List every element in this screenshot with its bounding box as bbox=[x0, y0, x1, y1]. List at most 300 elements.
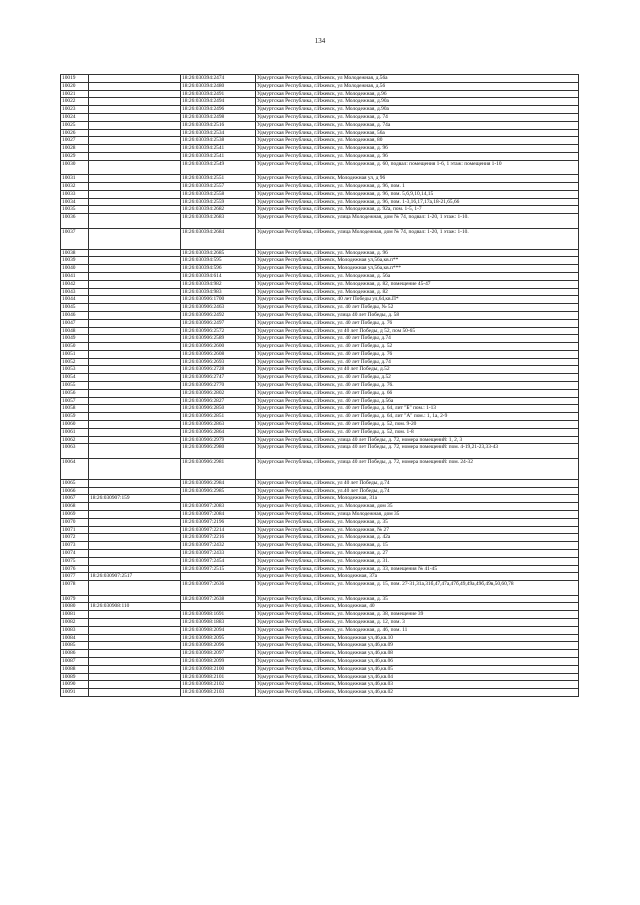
row-number-cell: 10030 bbox=[61, 160, 89, 174]
cadastral-number-a-cell bbox=[89, 657, 181, 665]
cadastral-number-a-cell bbox=[89, 304, 181, 312]
address-cell: Удмуртская Республика, г.Ижевск, ул. 40 лет Победы, д. 52, пом. 1-8 bbox=[256, 428, 579, 436]
row-number-cell: 10088 bbox=[61, 665, 89, 673]
cadastral-number-b-cell: 18:26:030394:614 bbox=[181, 272, 256, 280]
row-number-cell: 10045 bbox=[61, 304, 89, 312]
address-cell: Удмуртская Республика, г.Ижевск, ул. Молодежная, д. 96, пом. 1 bbox=[256, 182, 579, 190]
table-row bbox=[61, 650, 579, 658]
table-row bbox=[61, 190, 579, 198]
cadastral-number-b-cell: 18:26:030908:1883 bbox=[181, 618, 256, 626]
cadastral-number-b-cell: 18:26:030906:2851 bbox=[181, 413, 256, 421]
cadastral-number-a-cell bbox=[89, 335, 181, 343]
table-row bbox=[61, 557, 579, 565]
cadastral-number-a-cell bbox=[89, 397, 181, 405]
cadastral-number-b-cell: 18:26:030394:2538 bbox=[181, 137, 256, 145]
cadastral-number-a-cell bbox=[89, 106, 181, 114]
table-row bbox=[61, 397, 579, 405]
address-cell: Удмуртская Республика, г.Ижевск, ул. Молодежная, д. 96 bbox=[256, 145, 579, 153]
row-number-cell: 10059 bbox=[61, 413, 89, 421]
row-number-cell: 10047 bbox=[61, 319, 89, 327]
address-cell: Удмуртская Республика, г.Ижевск, ул. 40 лет Победы, д.56а bbox=[256, 397, 579, 405]
cadastral-number-b-cell: 18:26:030906:2980 bbox=[181, 444, 256, 458]
cadastral-number-a-cell bbox=[89, 626, 181, 634]
cadastral-number-b-cell: 18:26:030906:2770 bbox=[181, 382, 256, 390]
row-number-cell: 10060 bbox=[61, 421, 89, 429]
cadastral-number-b-cell: 18:26:030394:595 bbox=[181, 257, 256, 265]
row-number-cell: 10053 bbox=[61, 366, 89, 374]
registry-body bbox=[61, 75, 579, 697]
row-number-cell: 10058 bbox=[61, 405, 89, 413]
table-row bbox=[61, 288, 579, 296]
table-row bbox=[61, 214, 579, 228]
cadastral-number-b-cell bbox=[181, 603, 256, 611]
row-number-cell: 10080 bbox=[61, 603, 89, 611]
address-cell: Удмуртская Республика, г.Ижевск, Молодежная ул,56а,кв.п** bbox=[256, 257, 579, 265]
table-row bbox=[61, 550, 579, 558]
cadastral-number-a-cell bbox=[89, 82, 181, 90]
address-cell: Удмуртская Республика, г.Ижевск, ул. Молодежная, д.90а bbox=[256, 106, 579, 114]
table-row bbox=[61, 113, 579, 121]
row-number-cell: 10069 bbox=[61, 511, 89, 519]
table-row bbox=[61, 565, 579, 573]
cadastral-number-a-cell bbox=[89, 137, 181, 145]
cadastral-number-b-cell: 18:26:030394:2474 bbox=[181, 75, 256, 83]
cadastral-number-b-cell: 18:26:030908:2094 bbox=[181, 626, 256, 634]
table-row bbox=[61, 152, 579, 160]
address-cell: Удмуртская Республика, г.Ижевск, ул Молодежная, д.56 bbox=[256, 82, 579, 90]
row-number-cell: 10054 bbox=[61, 374, 89, 382]
address-cell: Удмуртская Республика, г.Ижевск, улица 40 лет Победы, д. 72, номера помещений: пом. 24-32 bbox=[256, 458, 579, 479]
table-row bbox=[61, 458, 579, 479]
address-cell: Удмуртская Республика, г.Ижевск, ул. Молодежная, д. 46, пом. 11 bbox=[256, 626, 579, 634]
row-number-cell: 10027 bbox=[61, 137, 89, 145]
cadastral-number-b-cell: 18:26:030906:2864 bbox=[181, 428, 256, 436]
address-cell: Удмуртская Республика, г.Ижевск, Молодежная ул,46,кв.08 bbox=[256, 650, 579, 658]
address-cell: Удмуртская Республика, г.Ижевск, улица Молодежная, дом № 74, подвал: 1-20, 1 этаж: 1-10. bbox=[256, 228, 579, 249]
table-row bbox=[61, 106, 579, 114]
cadastral-number-b-cell bbox=[181, 495, 256, 503]
table-row bbox=[61, 296, 579, 304]
cadastral-number-b-cell: 18:26:030906:2728 bbox=[181, 366, 256, 374]
table-row bbox=[61, 350, 579, 358]
table-row bbox=[61, 382, 579, 390]
cadastral-number-b-cell: 18:26:030906:2492 bbox=[181, 311, 256, 319]
row-number-cell: 10074 bbox=[61, 550, 89, 558]
cadastral-number-b-cell: 18:26:030394:2685 bbox=[181, 249, 256, 257]
row-number-cell: 10056 bbox=[61, 389, 89, 397]
row-number-cell: 10035 bbox=[61, 206, 89, 214]
row-number-cell: 10066 bbox=[61, 487, 89, 495]
address-cell: Удмуртская Республика, г.Ижевск, Молодежная, 31а bbox=[256, 495, 579, 503]
cadastral-number-a-cell bbox=[89, 98, 181, 106]
cadastral-number-b-cell: 18:26:030906:2981 bbox=[181, 458, 256, 479]
cadastral-number-b-cell: 18:26:030908:2100 bbox=[181, 665, 256, 673]
cadastral-number-b-cell: 18:26:030906:2827 bbox=[181, 397, 256, 405]
address-cell: Удмуртская Республика, г.Ижевск, ул. 40 лет Победы, д. 64, лит "Б" пом.: 1-13 bbox=[256, 405, 579, 413]
cadastral-number-a-cell bbox=[89, 182, 181, 190]
cadastral-number-b-cell: 18:26:030906:2463 bbox=[181, 304, 256, 312]
cadastral-number-b-cell: 18:26:030907:2216 bbox=[181, 534, 256, 542]
row-number-cell: 10031 bbox=[61, 175, 89, 183]
address-cell: Удмуртская Республика, г.Ижевск, ул. Молодежная, д.90а bbox=[256, 98, 579, 106]
table-row bbox=[61, 642, 579, 650]
table-row bbox=[61, 626, 579, 634]
cadastral-number-a-cell bbox=[89, 611, 181, 619]
row-number-cell: 10026 bbox=[61, 129, 89, 137]
address-cell: Удмуртская Республика, г.Ижевск, ул. Молодежная, д. 82, помещение 45-47 bbox=[256, 280, 579, 288]
address-cell: Удмуртская Республика, г.Ижевск, ул. Молодежная, д. 96 bbox=[256, 152, 579, 160]
row-number-cell: 10081 bbox=[61, 611, 89, 619]
cadastral-number-b-cell: 18:26:030906:1700 bbox=[181, 296, 256, 304]
cadastral-number-b-cell: 18:26:030906:2863 bbox=[181, 421, 256, 429]
cadastral-number-b-cell: 18:26:030394:596 bbox=[181, 265, 256, 273]
row-number-cell: 10086 bbox=[61, 650, 89, 658]
cadastral-number-a-cell bbox=[89, 175, 181, 183]
address-cell: Удмуртская Республика, г.Ижевск, ул. Молодежная, д. 12, пом. 3 bbox=[256, 618, 579, 626]
row-number-cell: 10061 bbox=[61, 428, 89, 436]
row-number-cell: 10083 bbox=[61, 626, 89, 634]
table-row bbox=[61, 657, 579, 665]
address-cell: Удмуртская Республика, г.Ижевск, улица 40 лет Победы, д. 72, номера помещений: пом. 4-19,21-23,33-43 bbox=[256, 444, 579, 458]
table-row bbox=[61, 145, 579, 153]
address-cell: Удмуртская Республика, г.Ижевск, ул 40 лет Победы, д.52 bbox=[256, 366, 579, 374]
address-cell: Удмуртская Республика, г.Ижевск, ул. 40 лет Победы, д. 66 bbox=[256, 389, 579, 397]
address-cell: Удмуртская Республика, г.Ижевск, ул. Молодежная, д. 15, пом. 27-31,31а,31б,47,47а,47б,49,49а,49б,49в,50,60,78 bbox=[256, 581, 579, 595]
row-number-cell: 10078 bbox=[61, 581, 89, 595]
cadastral-number-b-cell: 18:26:030907:2515 bbox=[181, 565, 256, 573]
table-row bbox=[61, 421, 579, 429]
cadastral-number-b-cell: 18:26:030906:2747 bbox=[181, 374, 256, 382]
address-cell: Удмуртская Республика, г.Ижевск, улица 40 лет Победы, д. 72, номера помещений: 1, 2, 3 bbox=[256, 436, 579, 444]
cadastral-number-b-cell: 18:26:030394:2496 bbox=[181, 106, 256, 114]
table-row bbox=[61, 272, 579, 280]
cadastral-number-b-cell: 18:26:030394:2559 bbox=[181, 198, 256, 206]
address-cell: Удмуртская Республика, г.Ижевск, ул. Молодежная, д. 96, пом. 1-3,16,17,17а,18-21,65,66 bbox=[256, 198, 579, 206]
cadastral-number-b-cell: 18:26:030907:2433 bbox=[181, 550, 256, 558]
cadastral-number-a-cell bbox=[89, 503, 181, 511]
address-cell: Удмуртская Республика, г.Ижевск, ул. Молодежная, д. 74а bbox=[256, 121, 579, 129]
address-cell: Удмуртская Республика, г.Ижевск, Молодежная ул,46,кв.03 bbox=[256, 681, 579, 689]
row-number-cell: 10071 bbox=[61, 526, 89, 534]
cadastral-number-a-cell bbox=[89, 214, 181, 228]
cadastral-number-a-cell bbox=[89, 280, 181, 288]
cadastral-number-a-cell bbox=[89, 129, 181, 137]
table-row bbox=[61, 198, 579, 206]
row-number-cell: 10022 bbox=[61, 98, 89, 106]
cadastral-number-a-cell bbox=[89, 618, 181, 626]
cadastral-number-a-cell bbox=[89, 145, 181, 153]
address-cell: Удмуртская Республика, г.Ижевск, ул. 40 лет Победы, д. 76 bbox=[256, 319, 579, 327]
table-row bbox=[61, 160, 579, 174]
table-row bbox=[61, 634, 579, 642]
cadastral-number-a-cell bbox=[89, 75, 181, 83]
address-cell: Удмуртская Республика, г.Ижевск, ул. Молодежная, д. 15 bbox=[256, 542, 579, 550]
cadastral-number-b-cell: 18:26:030907:2083 bbox=[181, 503, 256, 511]
row-number-cell: 10062 bbox=[61, 436, 89, 444]
table-row bbox=[61, 534, 579, 542]
row-number-cell: 10029 bbox=[61, 152, 89, 160]
address-cell: Удмуртская Республика, г.Ижевск, ул. Молодежная, д. 42а bbox=[256, 534, 579, 542]
address-cell: Удмуртская Республика, г.Ижевск, ул. Молодежная, д.96 bbox=[256, 90, 579, 98]
cadastral-number-b-cell: 18:26:030908:1691 bbox=[181, 611, 256, 619]
table-row bbox=[61, 121, 579, 129]
cadastral-number-b-cell: 18:26:030394:2684 bbox=[181, 228, 256, 249]
cadastral-number-a-cell bbox=[89, 389, 181, 397]
cadastral-number-a-cell: 18:26:030907:2517 bbox=[89, 573, 181, 581]
cadastral-number-a-cell bbox=[89, 366, 181, 374]
cadastral-number-b-cell: 18:26:030394:2558 bbox=[181, 190, 256, 198]
cadastral-number-b-cell: 18:26:030906:2589 bbox=[181, 335, 256, 343]
cadastral-number-b-cell: 18:26:030394:983 bbox=[181, 288, 256, 296]
row-number-cell: 10033 bbox=[61, 190, 89, 198]
cadastral-number-a-cell bbox=[89, 350, 181, 358]
table-row bbox=[61, 182, 579, 190]
cadastral-number-b-cell: 18:26:030907:2084 bbox=[181, 511, 256, 519]
cadastral-number-b-cell: 18:26:030906:2979 bbox=[181, 436, 256, 444]
address-cell: Удмуртская Республика, г.Ижевск, улица Молодежная, дом 35 bbox=[256, 511, 579, 519]
row-number-cell: 10057 bbox=[61, 397, 89, 405]
cadastral-number-b-cell: 18:26:030907:2214 bbox=[181, 526, 256, 534]
address-cell: Удмуртская Республика, г.Ижевск, ул. Молодежная, д. 74 bbox=[256, 113, 579, 121]
cadastral-number-a-cell bbox=[89, 436, 181, 444]
cadastral-number-b-cell: 18:26:030394:2534 bbox=[181, 129, 256, 137]
table-row bbox=[61, 366, 579, 374]
cadastral-number-a-cell bbox=[89, 160, 181, 174]
cadastral-number-a-cell bbox=[89, 90, 181, 98]
table-row bbox=[61, 681, 579, 689]
table-row bbox=[61, 495, 579, 503]
cadastral-number-b-cell: 18:26:030394:2498 bbox=[181, 113, 256, 121]
row-number-cell: 10023 bbox=[61, 106, 89, 114]
address-cell: Удмуртская Республика, г.Ижевск, Молодежная ул,46,кв.02 bbox=[256, 689, 579, 697]
cadastral-number-a-cell bbox=[89, 249, 181, 257]
row-number-cell: 10025 bbox=[61, 121, 89, 129]
cadastral-number-b-cell: 18:26:030907:2638 bbox=[181, 595, 256, 603]
address-cell: Удмуртская Республика, г.Ижевск, ул 40 лет Победы, д.74 bbox=[256, 479, 579, 487]
address-cell: Удмуртская Республика, г.Ижевск, ул. 40 лет Победы, д.74 bbox=[256, 358, 579, 366]
cadastral-number-b-cell: 18:26:030908:2095 bbox=[181, 634, 256, 642]
address-cell: Удмуртская Республика, г.Ижевск, Молодежная ул,46,кв.05 bbox=[256, 665, 579, 673]
cadastral-number-a-cell bbox=[89, 311, 181, 319]
registry-table bbox=[60, 74, 579, 697]
row-number-cell: 10076 bbox=[61, 565, 89, 573]
page-number: 134 bbox=[314, 37, 326, 45]
table-row bbox=[61, 511, 579, 519]
row-number-cell: 10068 bbox=[61, 503, 89, 511]
cadastral-number-a-cell bbox=[89, 565, 181, 573]
cadastral-number-b-cell: 18:26:030394:2541 bbox=[181, 152, 256, 160]
row-number-cell: 10048 bbox=[61, 327, 89, 335]
table-row bbox=[61, 374, 579, 382]
table-row bbox=[61, 665, 579, 673]
cadastral-number-a-cell bbox=[89, 526, 181, 534]
table-row bbox=[61, 265, 579, 273]
row-number-cell: 10072 bbox=[61, 534, 89, 542]
row-number-cell: 10034 bbox=[61, 198, 89, 206]
row-number-cell: 10024 bbox=[61, 113, 89, 121]
table-row bbox=[61, 405, 579, 413]
address-cell: Удмуртская Республика, г.Ижевск, ул. Молодежная, д. 60, подвал: помещения 1-6, 1 этаж: помещения 1-10 bbox=[256, 160, 579, 174]
cadastral-number-b-cell: 18:26:030906:2608 bbox=[181, 350, 256, 358]
cadastral-number-b-cell: 18:26:030906:2850 bbox=[181, 405, 256, 413]
address-cell: Удмуртская Республика, г.Ижевск, Молодежная ул,46,кв.10 bbox=[256, 634, 579, 642]
cadastral-number-a-cell bbox=[89, 428, 181, 436]
cadastral-number-a-cell bbox=[89, 228, 181, 249]
cadastral-number-a-cell bbox=[89, 421, 181, 429]
row-number-cell: 10039 bbox=[61, 257, 89, 265]
cadastral-number-a-cell bbox=[89, 673, 181, 681]
cadastral-number-a-cell bbox=[89, 382, 181, 390]
cadastral-number-a-cell bbox=[89, 595, 181, 603]
cadastral-number-a-cell bbox=[89, 534, 181, 542]
cadastral-number-a-cell bbox=[89, 550, 181, 558]
table-row bbox=[61, 304, 579, 312]
row-number-cell: 10055 bbox=[61, 382, 89, 390]
cadastral-number-a-cell bbox=[89, 405, 181, 413]
cadastral-number-b-cell: 18:26:030908:2101 bbox=[181, 673, 256, 681]
cadastral-number-a-cell bbox=[89, 458, 181, 479]
cadastral-number-b-cell: 18:26:030907:2454 bbox=[181, 557, 256, 565]
cadastral-number-a-cell bbox=[89, 327, 181, 335]
cadastral-number-b-cell: 18:26:030394:2541 bbox=[181, 145, 256, 153]
row-number-cell: 10020 bbox=[61, 82, 89, 90]
row-number-cell: 10051 bbox=[61, 350, 89, 358]
table-row bbox=[61, 389, 579, 397]
address-cell: Удмуртская Республика, г.Ижевск, Молодежная ул, д 96 bbox=[256, 175, 579, 183]
cadastral-number-a-cell bbox=[89, 121, 181, 129]
row-number-cell: 10070 bbox=[61, 518, 89, 526]
cadastral-number-a-cell bbox=[89, 689, 181, 697]
cadastral-number-b-cell: 18:26:030908:2099 bbox=[181, 657, 256, 665]
row-number-cell: 10040 bbox=[61, 265, 89, 273]
table-row bbox=[61, 206, 579, 214]
table-row bbox=[61, 689, 579, 697]
row-number-cell: 10082 bbox=[61, 618, 89, 626]
cadastral-number-a-cell: 18:26:030907:159 bbox=[89, 495, 181, 503]
row-number-cell: 10021 bbox=[61, 90, 89, 98]
address-cell: Удмуртская Республика, г.Ижевск, 40 лет Победы ул,64,кв.П* bbox=[256, 296, 579, 304]
cadastral-number-a-cell bbox=[89, 257, 181, 265]
row-number-cell: 10044 bbox=[61, 296, 89, 304]
table-row bbox=[61, 175, 579, 183]
table-row bbox=[61, 90, 579, 98]
cadastral-number-b-cell: 18:26:030908:2097 bbox=[181, 650, 256, 658]
address-cell: Удмуртская Республика, г.Ижевск, ул. Молодежная, № 27 bbox=[256, 526, 579, 534]
cadastral-number-b-cell: 18:26:030908:2103 bbox=[181, 689, 256, 697]
address-cell: Удмуртская Республика, г.Ижевск, ул. Молодежная, д. 38, помещение 39 bbox=[256, 611, 579, 619]
row-number-cell: 10077 bbox=[61, 573, 89, 581]
table-row bbox=[61, 319, 579, 327]
address-cell: Удмуртская Республика, г.Ижевск, ул. Молодежная, д. 92а, пом. 1-5, 1-7 bbox=[256, 206, 579, 214]
cadastral-number-b-cell: 18:26:030394:2480 bbox=[181, 82, 256, 90]
address-cell: Удмуртская Республика, г.Ижевск, ул. Молодежная, 56а bbox=[256, 129, 579, 137]
cadastral-number-b-cell: 18:26:030394:2682 bbox=[181, 206, 256, 214]
table-row bbox=[61, 518, 579, 526]
cadastral-number-a-cell bbox=[89, 542, 181, 550]
table-row bbox=[61, 311, 579, 319]
row-number-cell: 10091 bbox=[61, 689, 89, 697]
table-row bbox=[61, 603, 579, 611]
row-number-cell: 10019 bbox=[61, 75, 89, 83]
table-row bbox=[61, 444, 579, 458]
row-number-cell: 10036 bbox=[61, 214, 89, 228]
address-cell: Удмуртская Республика, г.Ижевск, улица 40 лет Победы, д. 58 bbox=[256, 311, 579, 319]
table-row bbox=[61, 137, 579, 145]
address-cell: Удмуртская Республика, г.Ижевск, ул. Молодежная, д. 35 bbox=[256, 518, 579, 526]
row-number-cell: 10084 bbox=[61, 634, 89, 642]
cadastral-number-a-cell bbox=[89, 190, 181, 198]
row-number-cell: 10028 bbox=[61, 145, 89, 153]
cadastral-number-b-cell: 18:26:030394:2516 bbox=[181, 121, 256, 129]
table-row bbox=[61, 280, 579, 288]
cadastral-number-a-cell bbox=[89, 319, 181, 327]
address-cell: Удмуртская Республика, г.Ижевск, ул. Молодежная, дом 35 bbox=[256, 503, 579, 511]
row-number-cell: 10067 bbox=[61, 495, 89, 503]
cadastral-number-b-cell: 18:26:030906:2985 bbox=[181, 487, 256, 495]
cadastral-number-b-cell: 18:26:030906:2572 bbox=[181, 327, 256, 335]
address-cell: Удмуртская Республика, г.Ижевск, ул. Молодежная, д. 27 bbox=[256, 550, 579, 558]
table-row bbox=[61, 595, 579, 603]
cadastral-number-b-cell: 18:26:030907:2196 bbox=[181, 518, 256, 526]
cadastral-number-b-cell: 18:26:030394:2683 bbox=[181, 214, 256, 228]
row-number-cell: 10075 bbox=[61, 557, 89, 565]
cadastral-number-a-cell bbox=[89, 358, 181, 366]
table-row bbox=[61, 228, 579, 249]
address-cell: Удмуртская Республика, г.Ижевск, улица Молодежная, дом № 74, подвал: 1-20, 1 этаж: 1-10. bbox=[256, 214, 579, 228]
cadastral-number-a-cell: 18:26:030908:110 bbox=[89, 603, 181, 611]
table-row bbox=[61, 428, 579, 436]
table-row bbox=[61, 573, 579, 581]
cadastral-number-a-cell bbox=[89, 665, 181, 673]
table-row bbox=[61, 487, 579, 495]
cadastral-number-b-cell: 18:26:030906:2600 bbox=[181, 343, 256, 351]
table-row bbox=[61, 479, 579, 487]
cadastral-number-b-cell: 18:26:030908:2096 bbox=[181, 642, 256, 650]
address-cell: Удмуртская Республика, г.Ижевск, ул. Молодежная, д. 56а bbox=[256, 272, 579, 280]
cadastral-number-a-cell bbox=[89, 681, 181, 689]
row-number-cell: 10042 bbox=[61, 280, 89, 288]
cadastral-number-b-cell: 18:26:030906:2984 bbox=[181, 479, 256, 487]
address-cell: Удмуртская Республика, г.Ижевск, Молодежная ул,46,кв.06 bbox=[256, 657, 579, 665]
row-number-cell: 10037 bbox=[61, 228, 89, 249]
cadastral-number-a-cell bbox=[89, 642, 181, 650]
table-row bbox=[61, 343, 579, 351]
row-number-cell: 10089 bbox=[61, 673, 89, 681]
table-row bbox=[61, 358, 579, 366]
cadastral-number-a-cell bbox=[89, 650, 181, 658]
row-number-cell: 10032 bbox=[61, 182, 89, 190]
address-cell: Удмуртская Республика, г.Ижевск, ул. 40 лет Победы, д.52 bbox=[256, 374, 579, 382]
cadastral-number-a-cell bbox=[89, 634, 181, 642]
row-number-cell: 10049 bbox=[61, 335, 89, 343]
table-row bbox=[61, 98, 579, 106]
cadastral-number-a-cell bbox=[89, 413, 181, 421]
table-row bbox=[61, 618, 579, 626]
row-number-cell: 10043 bbox=[61, 288, 89, 296]
table-row bbox=[61, 335, 579, 343]
address-cell: Удмуртская Республика, г.Ижевск, ул. Молодежная, д. 33, помещения № 41-45 bbox=[256, 565, 579, 573]
cadastral-number-b-cell: 18:26:030906:2802 bbox=[181, 389, 256, 397]
address-cell: Удмуртская Республика, г.Ижевск, ул. Молодежная, 80 bbox=[256, 137, 579, 145]
table-row bbox=[61, 257, 579, 265]
cadastral-number-a-cell bbox=[89, 206, 181, 214]
row-number-cell: 10087 bbox=[61, 657, 89, 665]
table-row bbox=[61, 249, 579, 257]
address-cell: Удмуртская Республика, г.Ижевск, ул. Молодежная, д. 82 bbox=[256, 288, 579, 296]
cadastral-number-a-cell bbox=[89, 265, 181, 273]
table-row bbox=[61, 526, 579, 534]
address-cell: Удмуртская Республика, г.Ижевск, ул. 40 лет Победы, д.74 bbox=[256, 335, 579, 343]
